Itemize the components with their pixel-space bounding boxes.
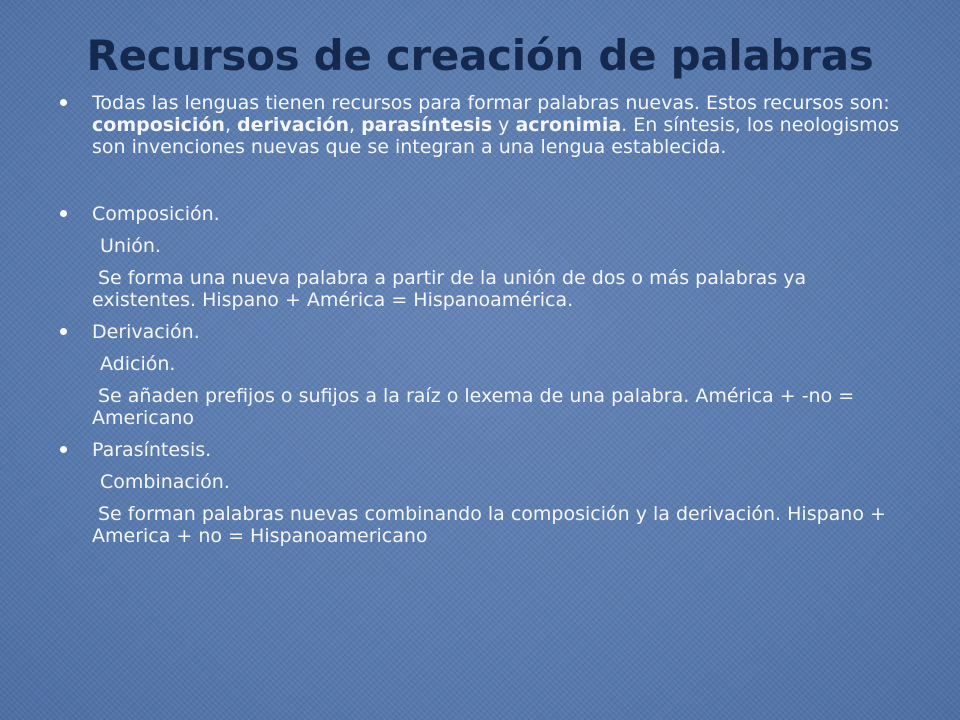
slide-title: Recursos de creación de palabras <box>86 31 874 80</box>
intro-sep-2: , <box>348 114 362 136</box>
derivacion-desc: Se añaden prefijos o sufijos a la raíz o lexema de una palabra. América + -no = Americano <box>92 385 855 429</box>
bullet-parasintesis <box>58 439 908 461</box>
term-derivacion: derivación <box>237 114 349 136</box>
intro-sep-3: y <box>492 114 516 136</box>
bullet-dot-icon <box>60 210 67 217</box>
bullet-intro <box>58 92 908 158</box>
term-parasintesis: parasíntesis <box>361 114 493 136</box>
bullet-dot-icon <box>60 446 67 453</box>
composicion-heading: Composición. <box>92 203 220 225</box>
bullet-composicion <box>58 203 908 225</box>
parasintesis-sub: Combinación. <box>100 471 230 493</box>
composicion-desc: Se forma una nueva palabra a partir de la unión de dos o más palabras ya existentes. Hispano + América = Hispanoamérica. <box>92 267 807 311</box>
term-acronimia: acronimia <box>515 114 622 136</box>
composicion-sub: Unión. <box>100 235 161 257</box>
parasintesis-heading: Parasíntesis. <box>92 439 212 461</box>
intro-text-2: . En síntesis, los neologismos son invenciones nuevas que se integran a una lengua establecida. <box>92 114 900 158</box>
parasintesis-desc: Se forman palabras nuevas combinando la composición y la derivación. Hispano + America + no = Hispanoamericano <box>92 503 886 547</box>
term-composicion: composición <box>92 114 225 136</box>
intro-text-1: Todas las lenguas tienen recursos para formar palabras nuevas. Estos recursos son: <box>92 92 890 114</box>
derivacion-heading: Derivación. <box>92 321 200 343</box>
intro-sep-1: , <box>224 114 238 136</box>
bullet-dot-icon <box>60 328 67 335</box>
bullet-derivacion <box>58 321 908 343</box>
derivacion-sub: Adición. <box>100 353 176 375</box>
slide-body <box>58 92 908 547</box>
bullet-dot-icon <box>60 99 67 106</box>
